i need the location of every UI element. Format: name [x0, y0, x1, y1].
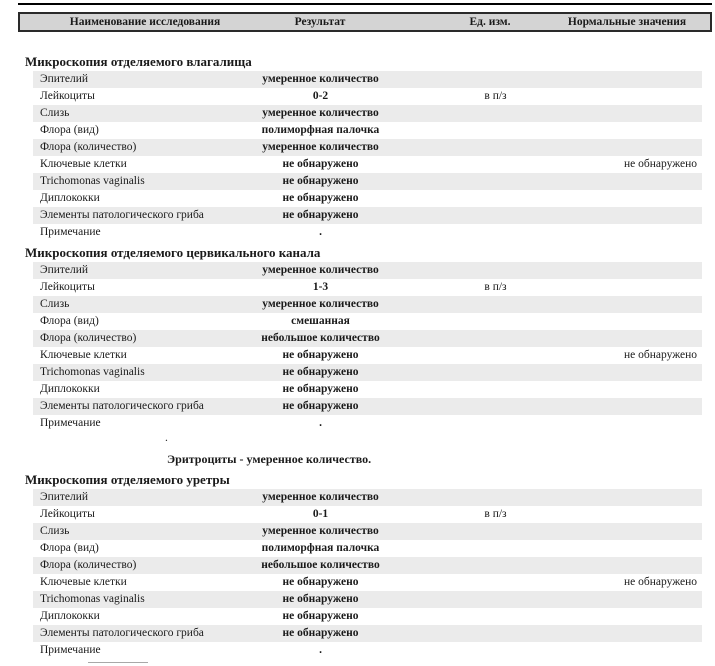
- bottom-rule-fragment: [88, 662, 148, 663]
- cell-name: Флора (вид): [40, 315, 99, 327]
- cell-result: умеренное количество: [262, 73, 379, 85]
- cell-name: Диплококки: [40, 383, 100, 395]
- table-row: [33, 262, 702, 279]
- cell-name: Ключевые клетки: [40, 158, 127, 170]
- table-row: [33, 642, 702, 659]
- cell-name: Эпителий: [40, 491, 89, 503]
- cell-name: Элементы патологического гриба: [40, 627, 204, 639]
- cell-result: .: [319, 644, 322, 656]
- table-row: [33, 489, 702, 506]
- cell-name: Примечание: [40, 226, 101, 238]
- cell-name: Эпителий: [40, 73, 89, 85]
- section-title: Микроскопия отделяемого влагалища: [25, 54, 252, 69]
- cell-name: Лейкоциты: [40, 508, 95, 520]
- cell-result: не обнаружено: [282, 366, 359, 378]
- column-header-result: Результат: [294, 16, 346, 28]
- cell-result: смешанная: [291, 315, 350, 327]
- column-header-units: Ед. изм.: [469, 16, 511, 28]
- table-row: [33, 296, 702, 313]
- section-title: Микроскопия отделяемого уретры: [25, 472, 230, 487]
- table-row: [33, 415, 702, 432]
- cell-name: Флора (вид): [40, 542, 99, 554]
- cell-result: полиморфная палочка: [261, 124, 380, 136]
- table-row: [33, 398, 702, 415]
- cell-result: умеренное количество: [262, 298, 379, 310]
- table-row: [33, 279, 702, 296]
- table-row: [33, 540, 702, 557]
- section-title: Микроскопия отделяемого цервикального канала: [25, 245, 321, 260]
- cell-units: в п/з: [484, 508, 507, 520]
- cell-result: не обнаружено: [282, 175, 359, 187]
- cell-name: Элементы патологического гриба: [40, 400, 204, 412]
- cell-name: Лейкоциты: [40, 90, 95, 102]
- cell-result: .: [319, 226, 322, 238]
- cell-name: Лейкоциты: [40, 281, 95, 293]
- section-comment: Эритроциты - умеренное количество.: [167, 452, 372, 466]
- cell-name: Слизь: [40, 525, 70, 537]
- table-row: [33, 313, 702, 330]
- cell-name: Ключевые клетки: [40, 576, 127, 588]
- table-row: [33, 224, 702, 241]
- table-row: [33, 122, 702, 139]
- table-row: [33, 139, 702, 156]
- cell-name: Флора (количество): [40, 141, 137, 153]
- cell-result: умеренное количество: [262, 264, 379, 276]
- table-row: [33, 173, 702, 190]
- table-row: [33, 591, 702, 608]
- cell-name: Примечание: [40, 644, 101, 656]
- cell-name: Примечание: [40, 417, 101, 429]
- cell-name: Флора (вид): [40, 124, 99, 136]
- report-body: [25, 53, 702, 659]
- cell-name: Слизь: [40, 298, 70, 310]
- table-row: [33, 364, 702, 381]
- table-row: [33, 105, 702, 122]
- table-row: [33, 523, 702, 540]
- cell-result: не обнаружено: [282, 158, 359, 170]
- cell-normal: не обнаружено: [624, 576, 697, 588]
- cell-result: не обнаружено: [282, 400, 359, 412]
- cell-name: Флора (количество): [40, 559, 137, 571]
- cell-result: 0-2: [312, 90, 329, 102]
- table-row: [33, 71, 702, 88]
- cell-result: 1-3: [312, 281, 329, 293]
- cell-result: умеренное количество: [262, 107, 379, 119]
- table-row: [33, 347, 702, 364]
- table-row: [33, 574, 702, 591]
- cell-result: не обнаружено: [282, 576, 359, 588]
- table-row: [33, 156, 702, 173]
- table-row: [33, 557, 702, 574]
- cell-name: Элементы патологического гриба: [40, 209, 204, 221]
- cell-result: не обнаружено: [282, 209, 359, 221]
- table-row: [33, 190, 702, 207]
- cell-name: Слизь: [40, 107, 70, 119]
- cell-result: не обнаружено: [282, 192, 359, 204]
- cell-name: Диплококки: [40, 610, 100, 622]
- cell-result: 0-1: [312, 508, 329, 520]
- cell-units: в п/з: [484, 281, 507, 293]
- cell-name: Trichomonas vaginalis: [40, 175, 145, 187]
- cell-result: небольшое количество: [261, 332, 380, 344]
- table-row: [33, 88, 702, 105]
- trailing-dot-line: .: [165, 432, 168, 444]
- cell-result: умеренное количество: [262, 491, 379, 503]
- cell-result: не обнаружено: [282, 610, 359, 622]
- cell-result: умеренное количество: [262, 141, 379, 153]
- top-rule: [18, 3, 712, 5]
- cell-normal: не обнаружено: [624, 349, 697, 361]
- table-row: [33, 330, 702, 347]
- cell-result: умеренное количество: [262, 525, 379, 537]
- cell-normal: не обнаружено: [624, 158, 697, 170]
- cell-name: Ключевые клетки: [40, 349, 127, 361]
- table-row: [33, 608, 702, 625]
- cell-result: .: [319, 417, 322, 429]
- cell-name: Trichomonas vaginalis: [40, 593, 145, 605]
- column-header-normal: Нормальные значения: [567, 16, 687, 28]
- table-row: [33, 506, 702, 523]
- cell-result: небольшое количество: [261, 559, 380, 571]
- cell-result: полиморфная палочка: [261, 542, 380, 554]
- cell-name: Флора (количество): [40, 332, 137, 344]
- cell-name: Диплококки: [40, 192, 100, 204]
- column-header-name: Наименование исследования: [69, 16, 221, 28]
- cell-result: не обнаружено: [282, 349, 359, 361]
- cell-name: Trichomonas vaginalis: [40, 366, 145, 378]
- cell-result: не обнаружено: [282, 383, 359, 395]
- cell-result: не обнаружено: [282, 627, 359, 639]
- table-row: [33, 207, 702, 224]
- table-row: [33, 625, 702, 642]
- table-row: [33, 381, 702, 398]
- cell-result: не обнаружено: [282, 593, 359, 605]
- cell-name: Эпителий: [40, 264, 89, 276]
- cell-units: в п/з: [484, 90, 507, 102]
- table-header: [18, 12, 712, 32]
